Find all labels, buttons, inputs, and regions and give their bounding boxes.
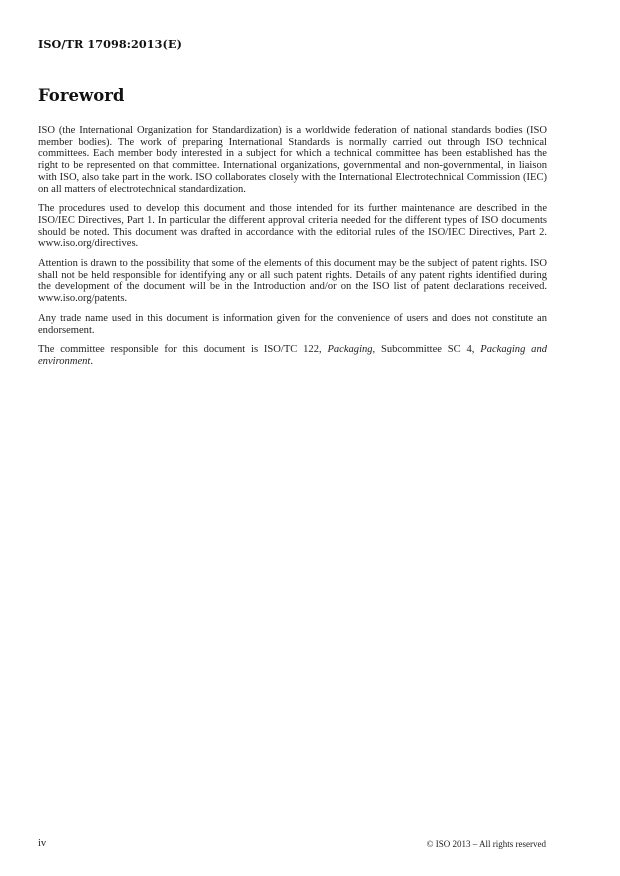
paragraph-committee — [38, 344, 547, 367]
paragraph-iso-intro: ISO (the International Organization for Standardization) is a worldwide federation of national standards bodies (ISO member bodies). The work of preparing International Standards is normally carried out through ISO technical committees. Each member body interested in a subject for which a technical committee has been established has the right to be represented on that committee. International organizations, governmental and non-governmental, in liaison with ISO, also take part in the work. ISO collaborates closely with the International Electrotechnical Commission (IEC) on all matters of electrotechnical standardization. — [38, 125, 547, 195]
copyright-notice: © ISO 2013 – All rights reserved — [426, 839, 546, 849]
subcommittee-name: Packaging and environment — [38, 344, 548, 367]
committee-text-2: , Subcommittee SC 4, — [372, 344, 481, 356]
foreword-body — [38, 125, 547, 376]
paragraph-procedures: The procedures used to develop this document and those intended for its further maintenance are described in the ISO/IEC Directives, Part 1. In particular the different approval criteria needed for the different types of ISO documents should be noted. This document was drafted in accordance with the editorial rules of the ISO/IEC Directives, Part 2. www.iso.org/directives. — [38, 203, 547, 250]
committee-text-3: . — [90, 355, 93, 367]
document-id: ISO/TR 17098:2013(E) — [38, 37, 182, 51]
committee-text-1: The committee responsible for this document is ISO/TC 122, — [38, 344, 328, 356]
committee-name: Packaging — [327, 344, 373, 356]
paragraph-trade-name: Any trade name used in this document is information given for the convenience of users and does not constitute an endorsement. — [38, 312, 547, 336]
section-title: Foreword — [38, 86, 125, 105]
paragraph-patent-rights: Attention is drawn to the possibility that some of the elements of this document may be the subject of patent rights. ISO shall not be held responsible for identifying any or all such patent rights. Details of any patent rights identified during the development of the document will be in the Introduction and/or on the ISO list of patent declarations received. www.iso.org/patents. — [38, 258, 547, 305]
page-number: iv — [38, 838, 47, 849]
